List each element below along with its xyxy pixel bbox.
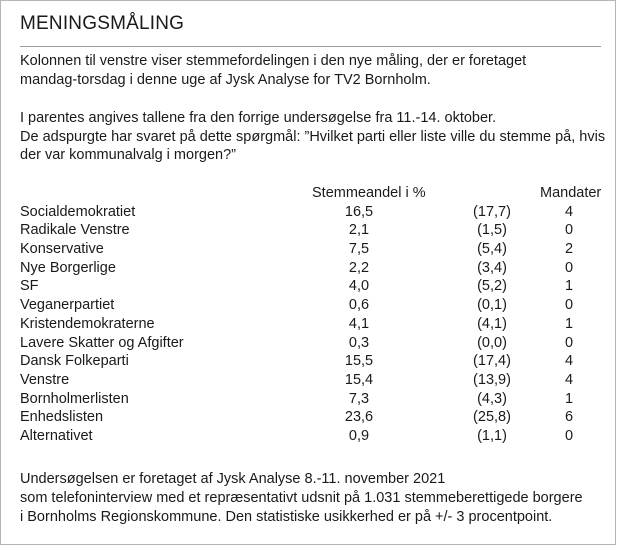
seats-value: 0 xyxy=(564,222,574,239)
seats-value: 0 xyxy=(564,334,574,351)
previous-value: (4,1) xyxy=(477,315,507,332)
seats-value: 0 xyxy=(564,427,574,444)
header-share: Stemmeandel i % xyxy=(312,185,426,201)
table-row xyxy=(20,296,602,315)
seats-value: 4 xyxy=(564,353,574,370)
party-name: Venstre xyxy=(20,371,70,388)
share-value: 0,3 xyxy=(348,334,370,351)
previous-value: (17,7) xyxy=(473,203,511,220)
table-row xyxy=(20,334,602,353)
party-name: Alternativet xyxy=(20,427,93,444)
seats-value: 1 xyxy=(564,390,574,407)
table-row xyxy=(20,352,602,371)
share-value: 4,0 xyxy=(348,278,370,295)
share-value: 2,1 xyxy=(348,222,370,239)
previous-value: (1,5) xyxy=(477,222,507,239)
party-name: Bornholmerlisten xyxy=(20,390,129,407)
share-value: 0,9 xyxy=(348,427,370,444)
previous-value: (0,0) xyxy=(477,334,507,351)
party-name: Veganerpartiet xyxy=(20,297,115,314)
share-value: 4,1 xyxy=(348,315,370,332)
table-row xyxy=(20,277,602,296)
party-name: Enhedslisten xyxy=(20,409,104,426)
table-row xyxy=(20,427,602,446)
party-name: Nye Borgerlige xyxy=(20,259,116,276)
footer-line-1: Undersøgelsen er foretaget af Jysk Analyse 8.-11. november 2021 xyxy=(20,471,446,487)
previous-value: (25,8) xyxy=(473,409,511,426)
previous-value: (1,1) xyxy=(477,427,507,444)
footer-line-3: i Bornholms Regionskommune. Den statistiske usikkerhed er på +/- 3 procentpoint. xyxy=(20,509,553,525)
table-row xyxy=(20,390,602,409)
table-row xyxy=(20,240,602,259)
party-name: Socialdemokratiet xyxy=(20,203,136,220)
previous-value: (3,4) xyxy=(477,259,507,276)
previous-value: (5,2) xyxy=(477,278,507,295)
previous-value: (5,4) xyxy=(477,241,507,258)
seats-value: 0 xyxy=(564,259,574,276)
intro-line-4: De adspurgte har svaret på dette spørgmål: ”Hvilket parti eller liste ville du stemme på, hvis xyxy=(20,128,606,145)
previous-value: (17,4) xyxy=(473,353,511,370)
seats-value: 4 xyxy=(564,371,574,388)
share-value: 15,4 xyxy=(344,371,374,388)
share-value: 15,5 xyxy=(344,353,374,370)
previous-value: (0,1) xyxy=(477,297,507,314)
share-value: 7,5 xyxy=(348,241,370,258)
previous-value: (13,9) xyxy=(473,371,511,388)
share-value: 2,2 xyxy=(348,259,370,276)
footer-line-2: som telefoninterview med et repræsentativt udsnit på 1.031 stemmeberettigede borgere xyxy=(20,490,583,506)
title-divider xyxy=(20,46,601,47)
seats-value: 0 xyxy=(564,297,574,314)
table-row xyxy=(20,221,602,240)
seats-value: 6 xyxy=(564,409,574,426)
results-table xyxy=(20,184,602,446)
party-name: Lavere Skatter og Afgifter xyxy=(20,334,184,351)
header-seats: Mandater xyxy=(540,185,602,201)
share-value: 0,6 xyxy=(348,297,370,314)
seats-value: 1 xyxy=(564,315,574,332)
party-name: Konservative xyxy=(20,241,104,258)
page-title: MENINGSMÅLING xyxy=(20,13,185,34)
seats-value: 4 xyxy=(564,203,574,220)
share-value: 23,6 xyxy=(344,409,374,426)
party-name: SF xyxy=(20,278,39,295)
party-name: Kristendemokraterne xyxy=(20,315,155,332)
seats-value: 1 xyxy=(564,278,574,295)
table-row xyxy=(20,203,602,222)
table-row xyxy=(20,408,602,427)
table-row xyxy=(20,259,602,278)
intro-line-1: Kolonnen til venstre viser stemmefordelingen i den nye måling, der er foretaget xyxy=(20,53,527,69)
previous-value: (4,3) xyxy=(477,390,507,407)
party-name: Radikale Venstre xyxy=(20,222,130,239)
table-header xyxy=(20,184,602,203)
intro-line-3: I parentes angives tallene fra den forrige undersøgelse fra 11.-14. oktober. xyxy=(20,110,497,126)
intro-line-2: mandag-torsdag i denne uge af Jysk Analyse for TV2 Bornholm. xyxy=(20,71,431,88)
table-row xyxy=(20,315,602,334)
share-value: 16,5 xyxy=(344,203,374,220)
seats-value: 2 xyxy=(564,241,574,258)
share-value: 7,3 xyxy=(348,390,370,407)
table-body xyxy=(20,203,602,446)
table-row xyxy=(20,371,602,390)
party-name: Dansk Folkeparti xyxy=(20,353,129,370)
intro-line-5: der var kommunalvalg i morgen?” xyxy=(20,147,236,163)
